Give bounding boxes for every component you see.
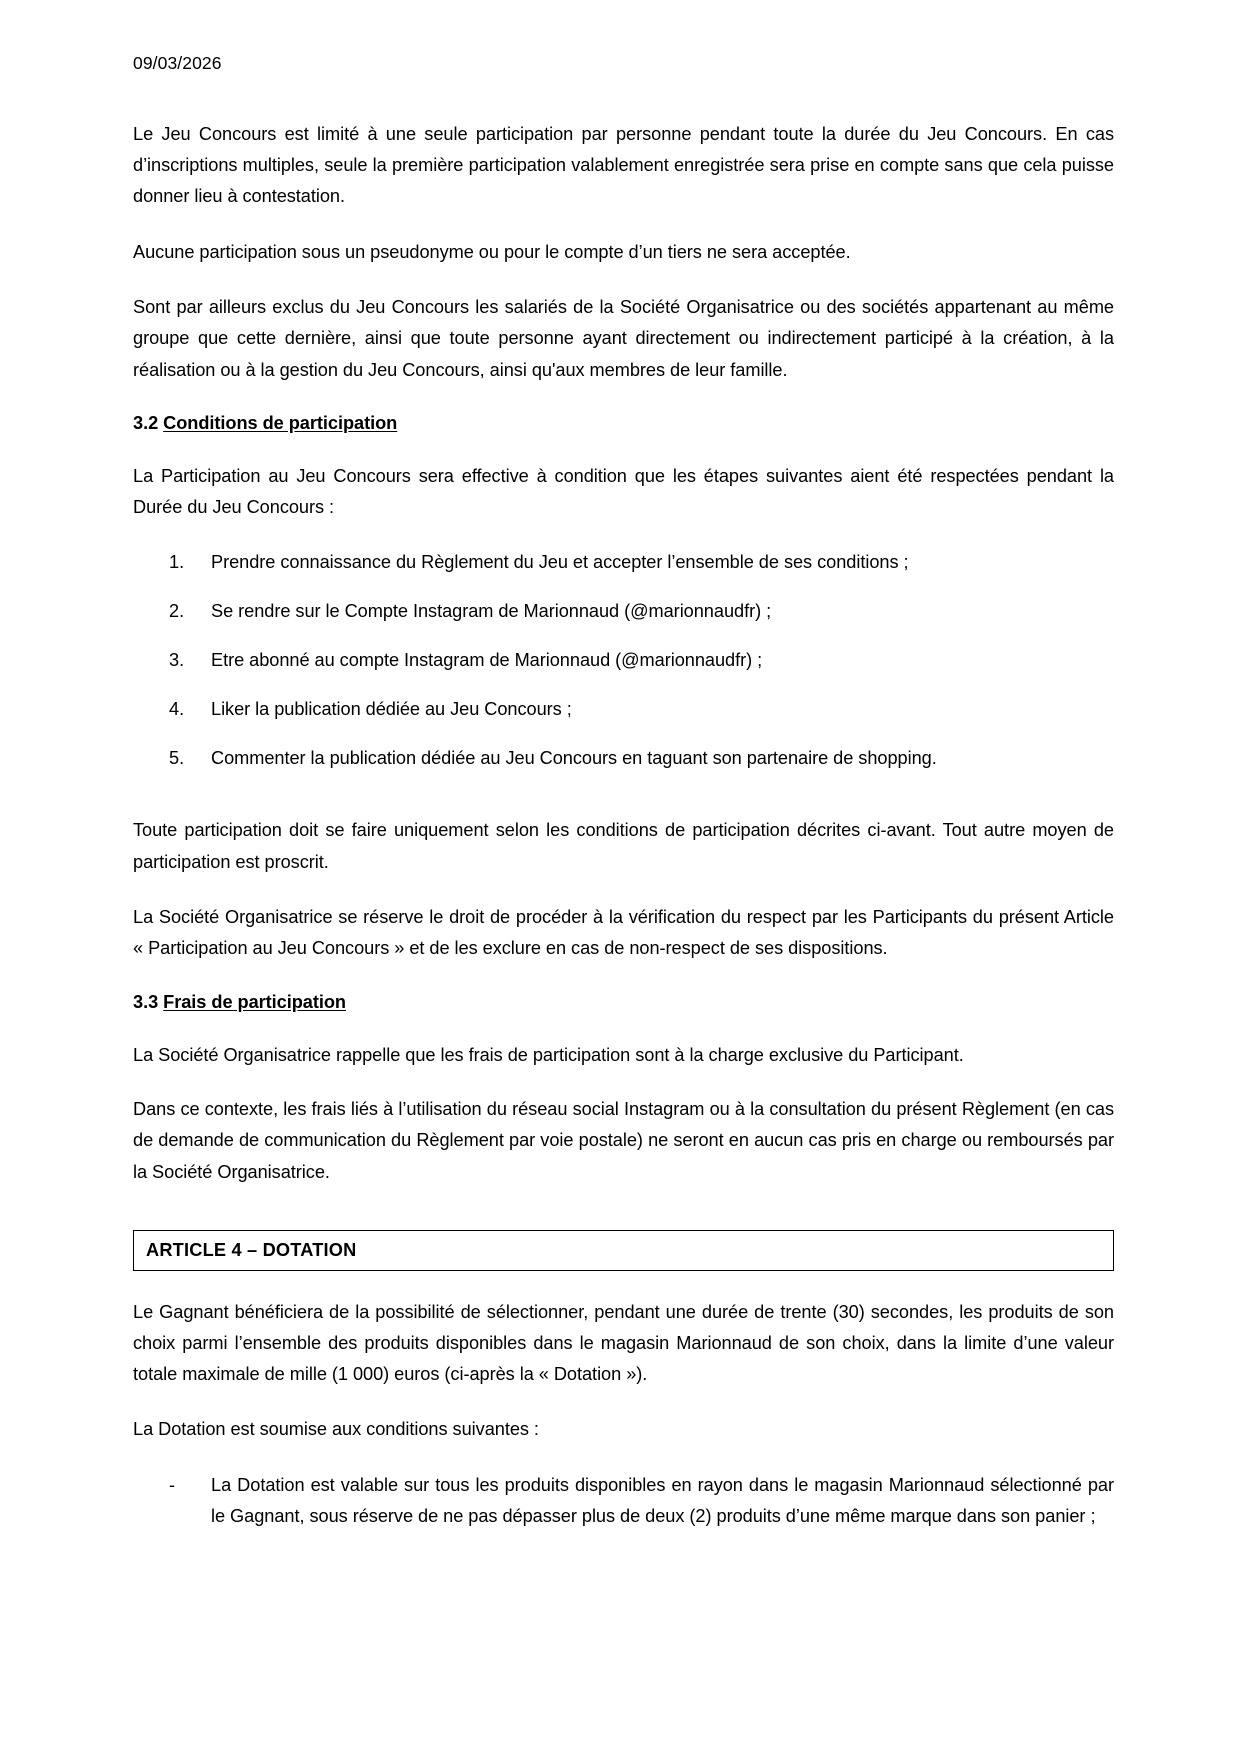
dotation-list [133, 1470, 1114, 1533]
paragraph-exclusions: Sont par ailleurs exclus du Jeu Concours les salariés de la Société Organisatrice ou des sociétés appartenant au même groupe que cette dernière, ainsi que toute personne ayant directement ou indirectement participé à la création, à la réalisation ou à la gestion du Jeu Concours, ainsi qu'aux membres de leur famille. [133, 296, 1114, 380]
paragraph-fees-charge: La Société Organisatrice rappelle que les frais de participation sont à la charge exclusive du Participant. [133, 1044, 964, 1065]
heading-3-2 [133, 410, 1114, 437]
paragraph-conditions-intro: La Participation au Jeu Concours sera effective à condition que les étapes suivantes aient été respectées pendant la Durée du Jeu Concours : [133, 466, 1114, 518]
list-item-marker: 5. [169, 748, 185, 769]
heading-3-2-number: 3.2 [133, 412, 159, 433]
list-item-text: Se rendre sur le Compte Instagram de Marionnaud (@marionnaudfr) ; [211, 600, 772, 621]
list-item [133, 744, 1114, 773]
conditions-list [133, 548, 1114, 774]
spacer [133, 795, 1114, 815]
heading-3-3 [133, 989, 1114, 1016]
paragraph-fees-context: Dans ce contexte, les frais liés à l’utilisation du réseau social Instagram ou à la consultation du présent Règlement (en cas de demande de communication du Règlement par voie postale) ne seront en aucun cas pris en charge ou remboursés par la Société Organisatrice. [133, 1099, 1114, 1182]
list-item [133, 597, 1114, 626]
list-item-marker: 1. [169, 551, 185, 572]
list-item-text: La Dotation est valable sur tous les produits disponibles en rayon dans le magasin Marionnaud sélectionné par le Gagnant, sous réserve de ne pas dépasser plus de deux (2) produits d’une même marque dans son panier ; [211, 1474, 1114, 1527]
paragraph-participation-method: Toute participation doit se faire uniquement selon les conditions de participation décrites ci-avant. Tout autre moyen de participation est proscrit. [133, 820, 1114, 872]
list-item [133, 548, 1114, 577]
list-item [133, 695, 1114, 724]
list-item-marker: 3. [169, 649, 185, 670]
list-item [133, 646, 1114, 675]
article-4-label: ARTICLE 4 – DOTATION [146, 1240, 357, 1261]
paragraph-verification-rights: La Société Organisatrice se réserve le droit de procéder à la vérification du respect par les Participants du présent Article « Participation au Jeu Concours » et de les exclure en cas de non-respect de ses dispositions. [133, 906, 1114, 959]
paragraph-pseudonym: Aucune participation sous un pseudonyme ou pour le compte d’un tiers ne sera acceptée. [133, 241, 851, 262]
list-item-marker: - [169, 1474, 176, 1495]
heading-3-3-number: 3.3 [133, 991, 159, 1012]
list-item-text: Etre abonné au compte Instagram de Marionnaud (@marionnaudfr) ; [211, 649, 763, 670]
list-item-text: Prendre connaissance du Règlement du Jeu et accepter l’ensemble de ses conditions ; [211, 551, 909, 572]
paragraph-gagnant-selection: Le Gagnant bénéficiera de la possibilité de sélectionner, pendant une durée de trente (30) secondes, les produits de son choix parmi l’ensemble des produits disponibles dans le magasin Marionnaud de son choix, dans la limite d’une valeur totale maximale de mille (1 000) euros (ci-après la « Dotation »). [133, 1301, 1114, 1385]
paragraph-participation-limit: Le Jeu Concours est limité à une seule participation par personne pendant toute la durée du Jeu Concours. En cas d’inscriptions multiples, seule la première participation valablement enregistrée sera prise en compte sans que cela puisse donner lieu à contestation. [133, 123, 1114, 207]
paragraph-dotation-conditions-intro: La Dotation est soumise aux conditions suivantes : [133, 1419, 539, 1440]
heading-3-3-title: Frais de participation [163, 991, 346, 1012]
document-date: 09/03/2026 [133, 53, 222, 73]
heading-3-2-title: Conditions de participation [163, 412, 398, 433]
list-item-text: Commenter la publication dédiée au Jeu Concours en taguant son partenaire de shopping. [211, 748, 937, 769]
article-4-heading-box [133, 1230, 1114, 1271]
list-item-marker: 4. [169, 699, 185, 720]
list-item-text: Liker la publication dédiée au Jeu Concours ; [211, 699, 572, 720]
list-item [133, 1470, 1114, 1533]
list-item-marker: 2. [169, 600, 185, 621]
